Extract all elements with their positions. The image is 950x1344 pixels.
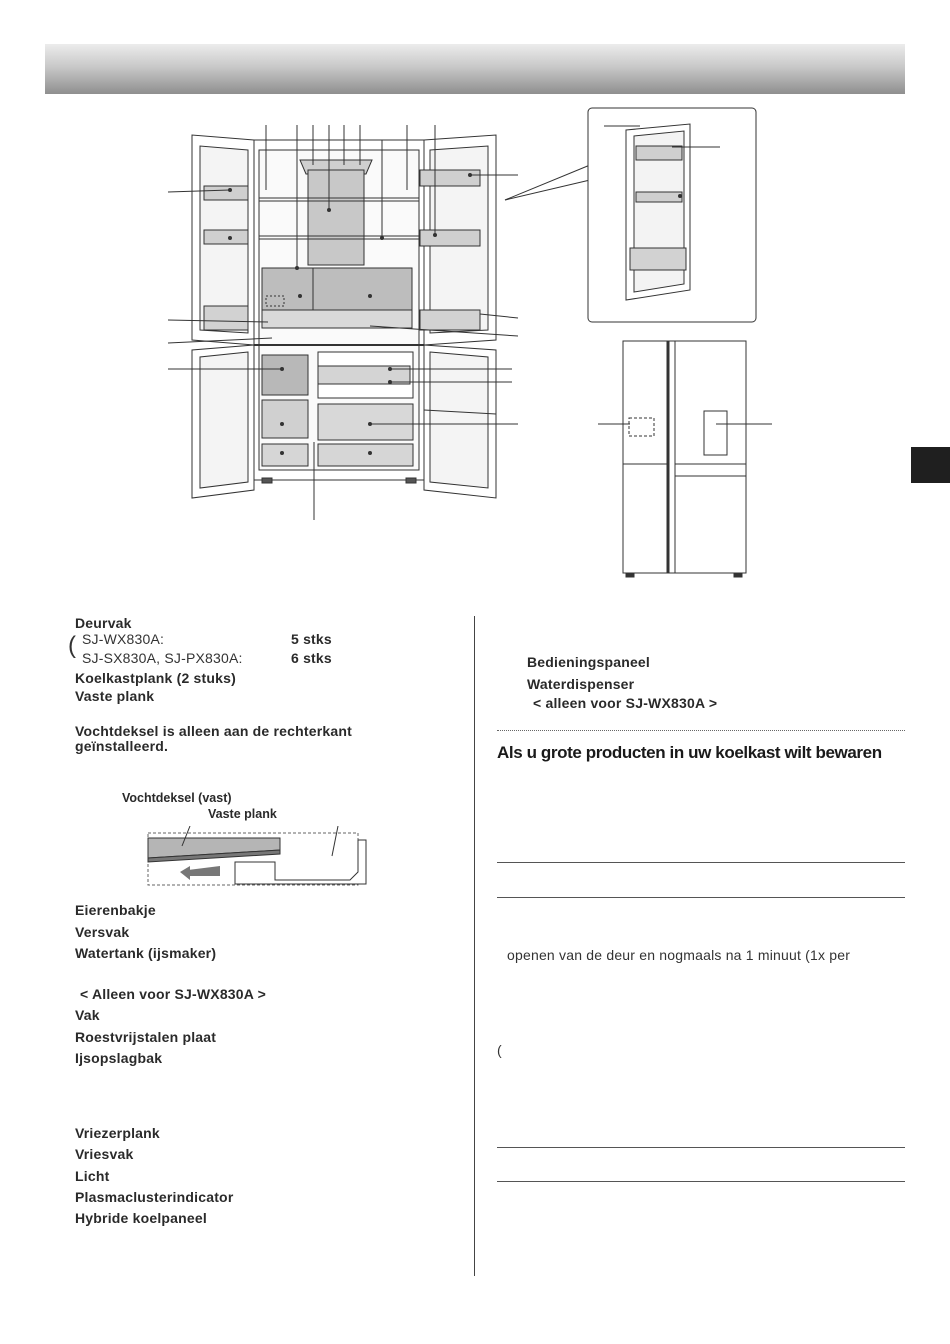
label-alleen-voor: < Alleen voor SJ-WX830A >	[80, 986, 267, 1002]
label-vriezerplank: Vriezerplank	[75, 1125, 160, 1141]
label-deurvak: Deurvak	[75, 615, 132, 631]
column-divider	[474, 616, 475, 1276]
label-waterdispenser: Waterdispenser	[527, 676, 635, 692]
label-hybride: Hybride koelpaneel	[75, 1210, 207, 1226]
inset-label-cover: Vochtdeksel (vast)	[122, 791, 232, 805]
label-alleen-voor-right: < alleen voor SJ-WX830A >	[533, 695, 718, 711]
note-line-1: Vochtdeksel is alleen aan de rechterkant	[75, 723, 352, 739]
section-header-band	[45, 44, 905, 94]
label-ijsopslag: Ijsopslagbak	[75, 1050, 163, 1066]
label-roestvrij: Roestvrijstalen plaat	[75, 1029, 217, 1045]
door-detail-inset	[588, 108, 756, 322]
rule-3	[497, 1147, 905, 1148]
model-2: SJ-SX830A, SJ-PX830A:	[82, 650, 243, 666]
dotted-separator	[497, 730, 905, 731]
inset-label-shelf: Vaste plank	[208, 807, 277, 821]
label-licht: Licht	[75, 1168, 110, 1184]
model-1: SJ-WX830A:	[82, 631, 165, 647]
label-eierenbakje: Eierenbakje	[75, 902, 156, 918]
model-1-qty: 5 stks	[291, 631, 332, 647]
model-2-qty: 6 stks	[291, 650, 332, 666]
rule-4	[497, 1181, 905, 1182]
paren-bracket: (	[68, 632, 76, 659]
label-vriesvak: Vriesvak	[75, 1146, 134, 1162]
label-koelkastplank: Koelkastplank (2 stuks)	[75, 670, 236, 686]
label-watertank: Watertank (ijsmaker)	[75, 945, 217, 961]
rule-2	[497, 897, 905, 898]
open-refrigerator-illustration	[168, 125, 590, 520]
body-fragment: openen van de deur en nogmaals na 1 minuut (1x per	[507, 947, 851, 963]
label-versvak: Versvak	[75, 924, 130, 940]
label-vaste-plank: Vaste plank	[75, 688, 155, 704]
note-line-2: geïnstalleerd.	[75, 738, 169, 754]
section-title: Als u grote producten in uw koelkast wilt bewaren	[497, 743, 882, 762]
label-bedieningspaneel: Bedieningspaneel	[527, 654, 651, 670]
closed-refrigerator-illustration	[598, 341, 772, 577]
paren-right: (	[497, 1042, 502, 1058]
label-vak: Vak	[75, 1007, 100, 1023]
refrigerator-diagram	[0, 100, 950, 600]
label-plasmacluster: Plasmaclusterindicator	[75, 1189, 234, 1205]
rule-1	[497, 862, 905, 863]
moisture-cover-diagram	[140, 826, 375, 892]
